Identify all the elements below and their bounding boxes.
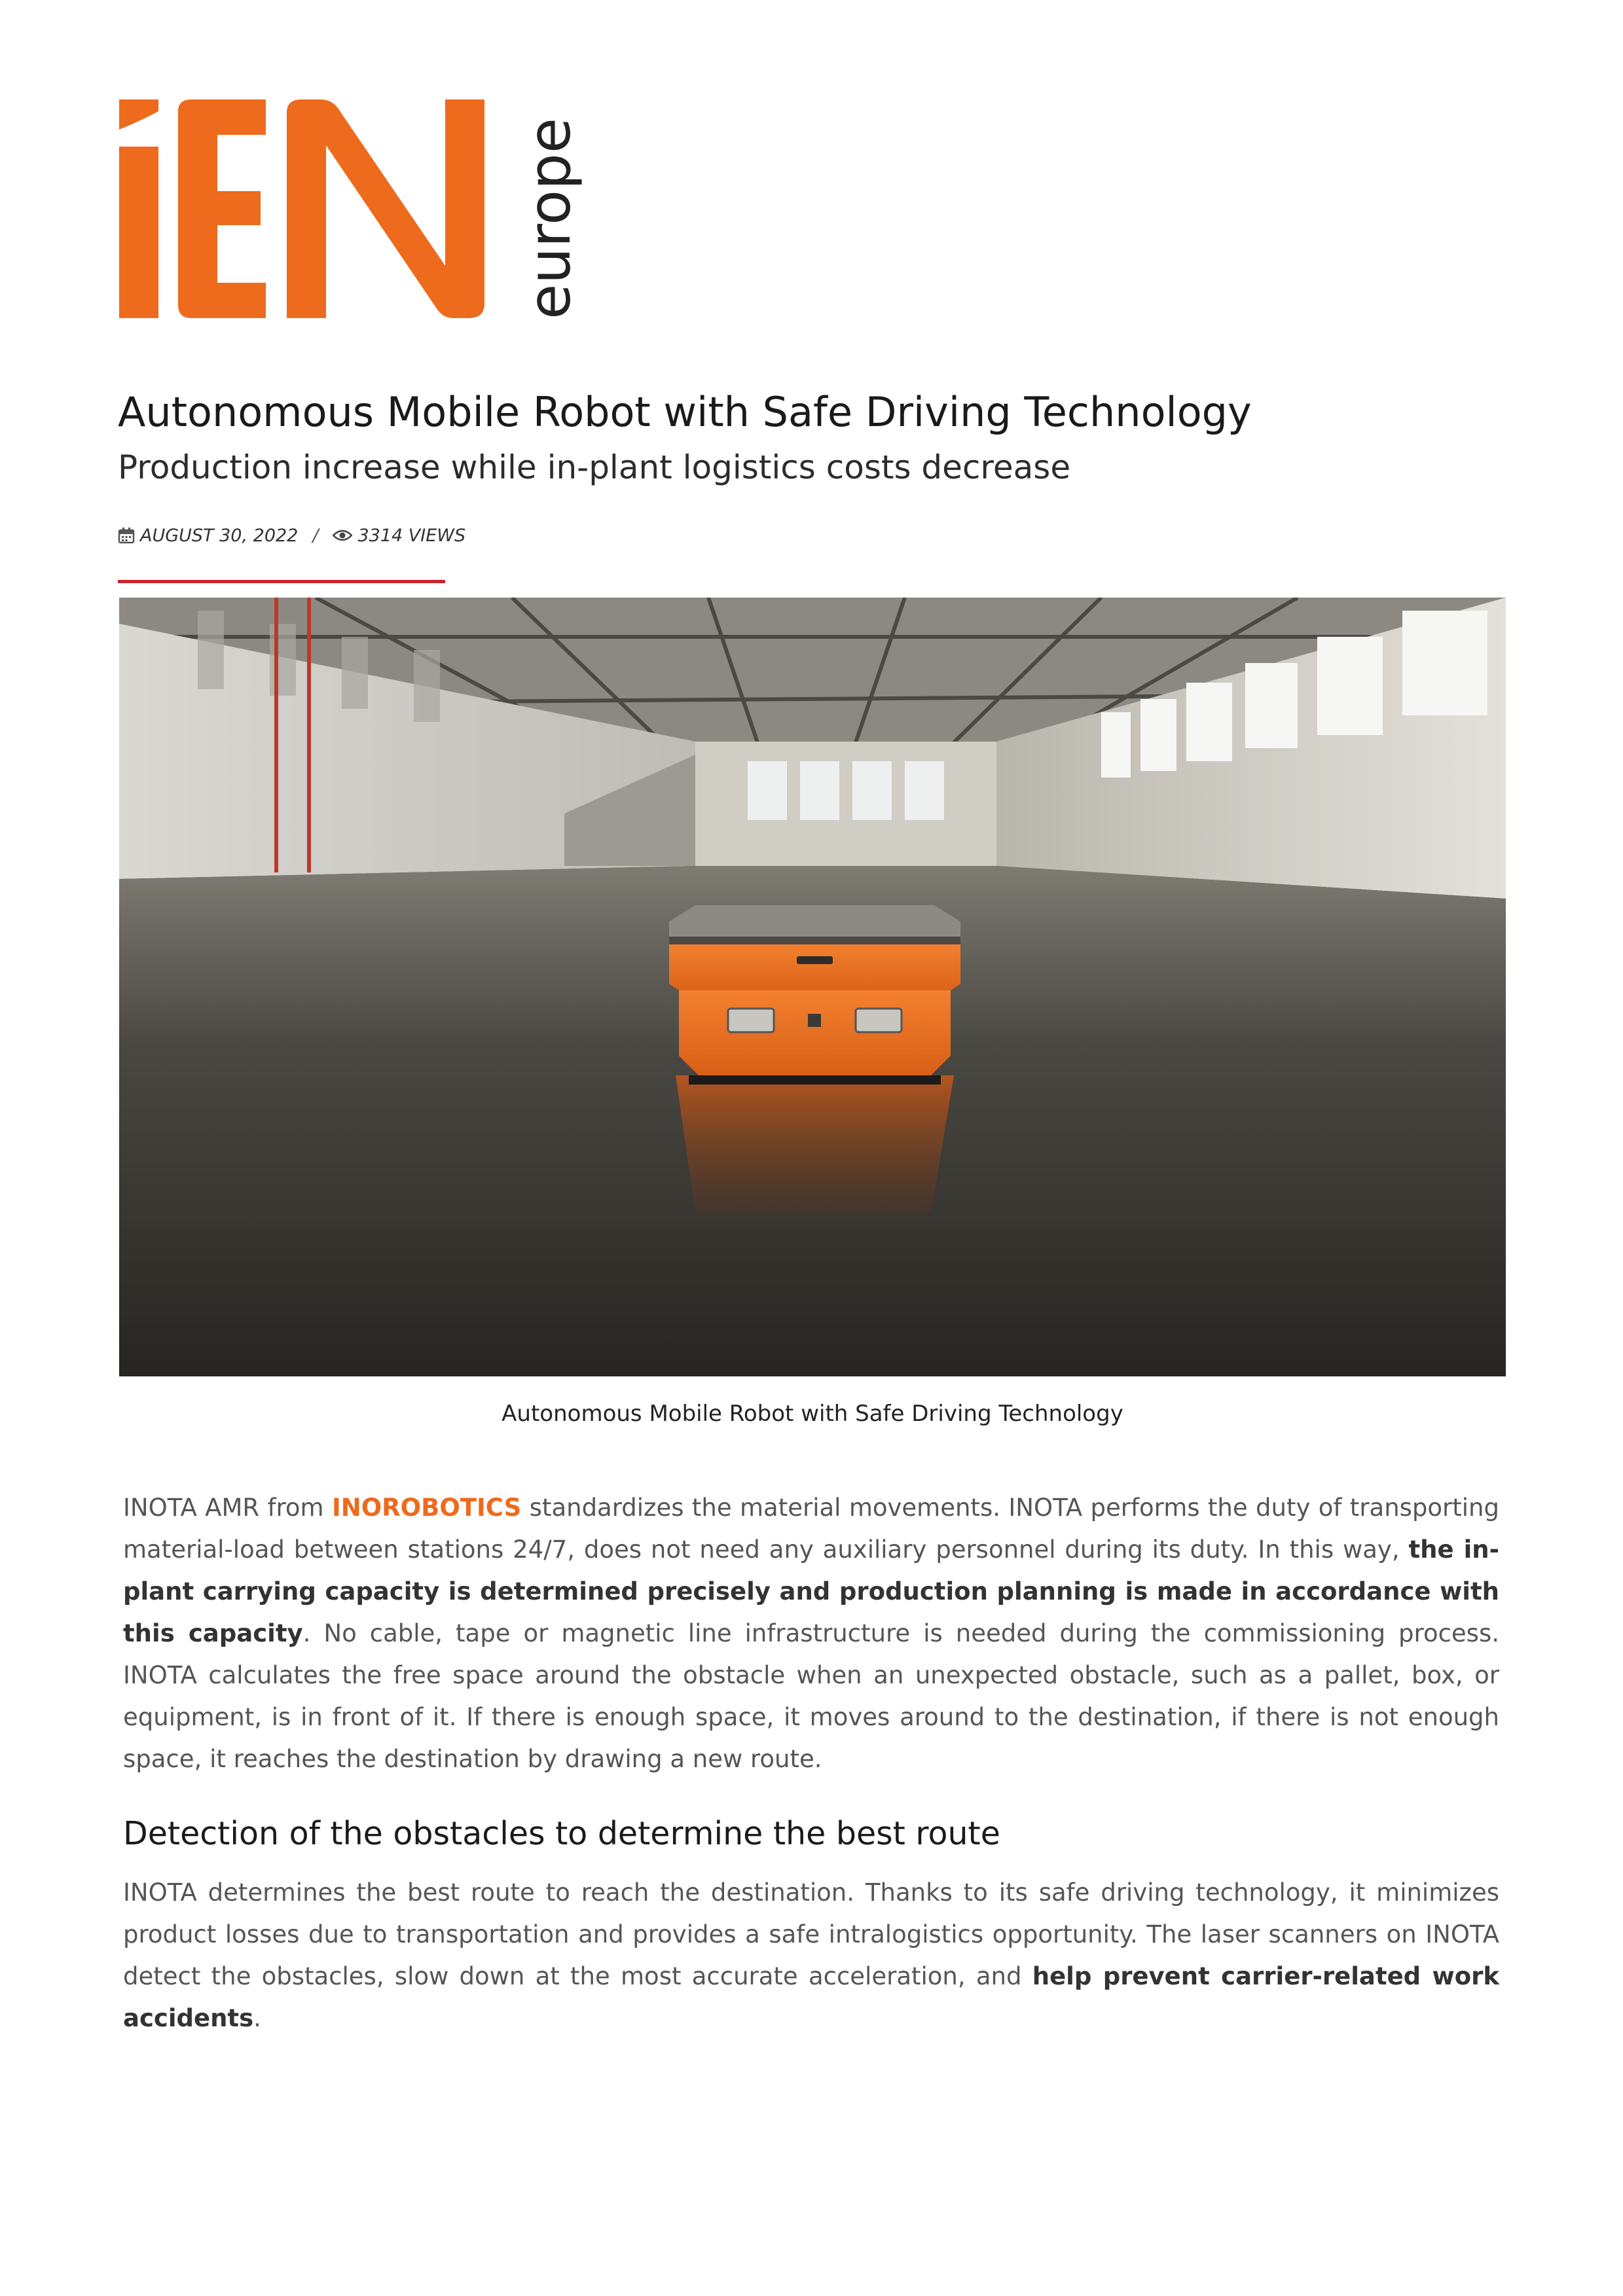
logo-region-text: europe bbox=[516, 118, 583, 319]
p2-bold-text: help prevent carrier-related work accidents bbox=[123, 1962, 1499, 2032]
inorobotics-link[interactable]: INOROBOTICS bbox=[331, 1494, 522, 1522]
title-underline bbox=[118, 580, 445, 583]
p1-text-1: INOTA AMR from bbox=[123, 1494, 332, 1522]
p1-bold-text: the in-plant carrying capacity is determined precisely and production planning is made in accordance with this capacity bbox=[123, 1535, 1499, 1647]
article-meta bbox=[118, 522, 465, 548]
meta-separator: / bbox=[312, 525, 319, 546]
hero-image[interactable] bbox=[119, 598, 1506, 1376]
calendar-icon bbox=[118, 527, 135, 544]
ien-europe-logo[interactable] bbox=[118, 98, 629, 321]
eye-icon bbox=[333, 528, 352, 543]
p2-text-1: INOTA determines the best route to reach the destination. Thanks to its safe driving technology, it minimizes product losses due to transportation and provides a safe intralogistics opportunity. The laser scanners on INOTA detect the obstacles, slow down at the most accurate acceleration, and bbox=[123, 1878, 1499, 1990]
article-subtitle: Production increase while in-plant logistics costs decrease bbox=[118, 448, 1071, 486]
article-date: AUGUST 30, 2022 bbox=[140, 525, 299, 546]
hero-caption: Autonomous Mobile Robot with Safe Driving Technology bbox=[501, 1401, 1123, 1427]
p1-text-3: . No cable, tape or magnetic line infrastructure is needed during the commissioning process. INOTA calculates the free space around the obstacle when an unexpected obstacle, such as a pallet, box, or equipment, is in front of it. If there is enough space, it moves around to the destination, if there is not enough space, it reaches the destination by drawing a new route. bbox=[123, 1619, 1499, 1773]
p2-text-2: . bbox=[253, 2004, 261, 2032]
article-paragraph-2 bbox=[123, 1872, 1499, 2039]
article-paragraph-1 bbox=[123, 1487, 1499, 1780]
section-heading: Detection of the obstacles to determine the best route bbox=[123, 1815, 1000, 1852]
p1-text-2: standardizes the material movements. INOTA performs the duty of transporting material-load between stations 24/7, does not need any auxiliary personnel during its duty. In this way, bbox=[123, 1494, 1499, 1564]
article-title: Autonomous Mobile Robot with Safe Driving Technology bbox=[118, 388, 1252, 436]
article-views: 3314 VIEWS bbox=[357, 525, 466, 546]
